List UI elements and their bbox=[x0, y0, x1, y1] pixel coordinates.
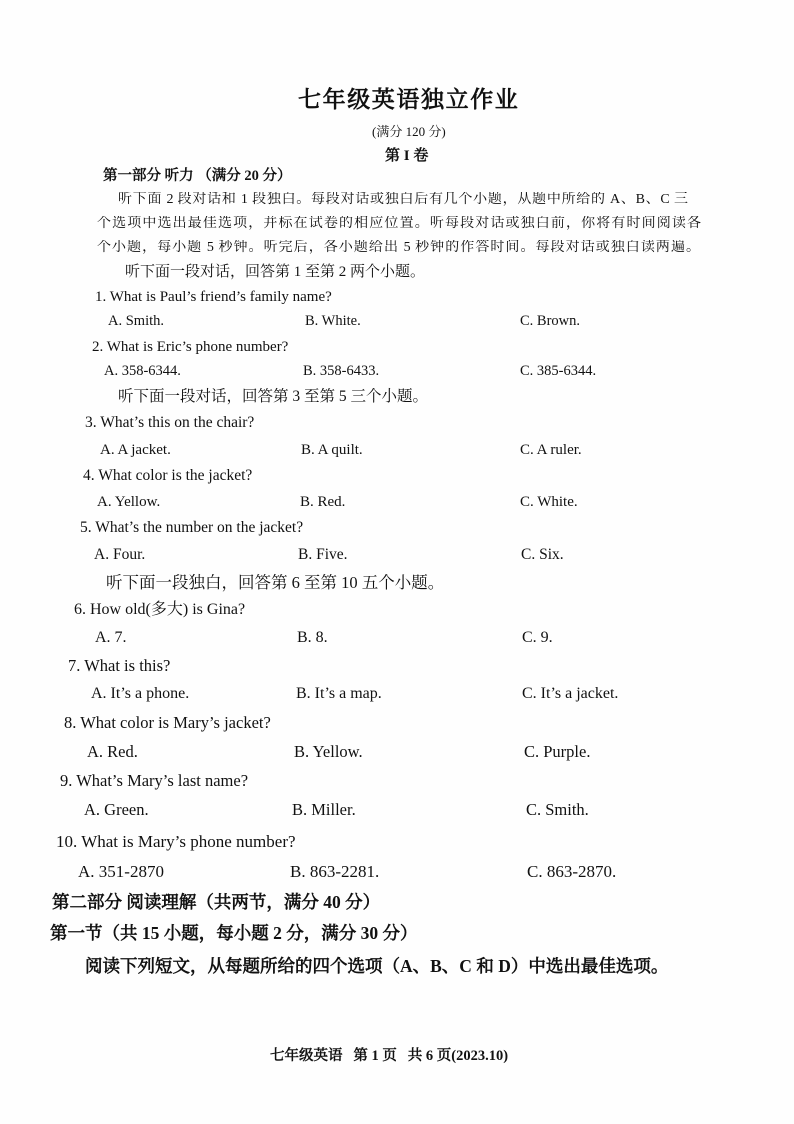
listening-prompt-3: 听下面一段独白，回答第 6 至第 10 五个小题。 bbox=[106, 573, 445, 592]
question-10-option-c: C. 863-2870. bbox=[527, 862, 617, 881]
question-2-option-c: C. 385-6344. bbox=[520, 363, 597, 379]
question-5-option-a: A. Four. bbox=[94, 546, 146, 563]
question-8-option-a: A. Red. bbox=[87, 742, 138, 761]
question-7-option-b: B. It’s a map. bbox=[296, 685, 382, 702]
page-footer: 七年级英语 第 1 页 共 6 页(2023.10) bbox=[270, 1048, 509, 1064]
part1-instruction-line: 个选项中选出最佳选项，并标在试卷的相应位置。听每段对话或独白前，你将有时间阅读各 bbox=[97, 216, 701, 231]
question-5-option-b: B. Five. bbox=[298, 546, 348, 563]
question-6-option-c: C. 9. bbox=[522, 629, 553, 646]
question-4-option-b: B. Red. bbox=[300, 494, 346, 510]
full-score: (满分 120 分) bbox=[372, 124, 446, 139]
listening-prompt-1: 听下面一段对话，回答第 1 至第 2 两个小题。 bbox=[125, 264, 426, 280]
question-4-option-c: C. White. bbox=[520, 494, 578, 510]
question-7-option-c: C. It’s a jacket. bbox=[522, 685, 619, 702]
part1-instruction-line: 听下面 2 段对话和 1 段独白。每段对话或独白后有几个小题，从题中所给的 A、B、C 三 bbox=[118, 192, 688, 207]
part1-instruction-line: 个小题，每小题 5 秒钟。听完后，各小题给出 5 秒钟的作答时间。每段对话或独白读两遍。 bbox=[97, 240, 700, 255]
question-6-option-a: A. 7. bbox=[95, 629, 127, 646]
question-5-option-c: C. Six. bbox=[521, 546, 564, 563]
question-9-option-c: C. Smith. bbox=[526, 800, 589, 819]
question-10-option-b: B. 863-2281. bbox=[290, 862, 380, 881]
question-4-option-a: A. Yellow. bbox=[97, 494, 161, 510]
volume-label: 第 I 卷 bbox=[385, 148, 429, 164]
reading-instruction: 阅读下列短文，从每题所给的四个选项（A、B、C 和 D）中选出最佳选项。 bbox=[85, 956, 669, 976]
question-1-text: 1. What is Paul’s friend’s family name? bbox=[95, 289, 332, 305]
question-7-option-a: A. It’s a phone. bbox=[91, 685, 190, 702]
question-8-option-b: B. Yellow. bbox=[294, 742, 363, 761]
part2-heading: 第二部分 阅读理解（共两节，满分 40 分） bbox=[52, 892, 381, 912]
question-1-option-b: B. White. bbox=[305, 313, 361, 329]
question-9-text: 9. What’s Mary’s last name? bbox=[60, 771, 249, 790]
question-8-text: 8. What color is Mary’s jacket? bbox=[64, 713, 271, 732]
question-3-text: 3. What’s this on the chair? bbox=[85, 414, 255, 431]
part1-heading: 第一部分 听力 （满分 20 分） bbox=[103, 168, 292, 184]
question-7-text: 7. What is this? bbox=[68, 656, 171, 675]
question-10-option-a: A. 351-2870 bbox=[78, 862, 164, 881]
question-4-text: 4. What color is the jacket? bbox=[83, 467, 253, 484]
question-9-option-b: B. Miller. bbox=[292, 800, 356, 819]
question-3-option-c: C. A ruler. bbox=[520, 442, 582, 458]
question-10-text: 10. What is Mary’s phone number? bbox=[56, 832, 296, 851]
question-8-option-c: C. Purple. bbox=[524, 742, 591, 761]
section1-heading: 第一节（共 15 小题，每小题 2 分，满分 30 分） bbox=[50, 923, 418, 943]
question-5-text: 5. What’s the number on the jacket? bbox=[80, 519, 304, 536]
question-1-option-a: A. Smith. bbox=[108, 313, 164, 329]
exam-title: 七年级英语独立作业 bbox=[298, 87, 520, 112]
question-1-option-c: C. Brown. bbox=[520, 313, 581, 329]
question-3-option-b: B. A quilt. bbox=[301, 442, 363, 458]
question-3-option-a: A. A jacket. bbox=[100, 442, 171, 458]
question-6-text: 6. How old(多大) is Gina? bbox=[74, 601, 246, 618]
listening-prompt-2: 听下面一段对话，回答第 3 至第 5 三个小题。 bbox=[118, 388, 429, 405]
question-9-option-a: A. Green. bbox=[84, 800, 149, 819]
question-2-option-a: A. 358-6344. bbox=[104, 363, 181, 379]
question-6-option-b: B. 8. bbox=[297, 629, 328, 646]
question-2-text: 2. What is Eric’s phone number? bbox=[92, 339, 289, 355]
question-2-option-b: B. 358-6433. bbox=[303, 363, 380, 379]
